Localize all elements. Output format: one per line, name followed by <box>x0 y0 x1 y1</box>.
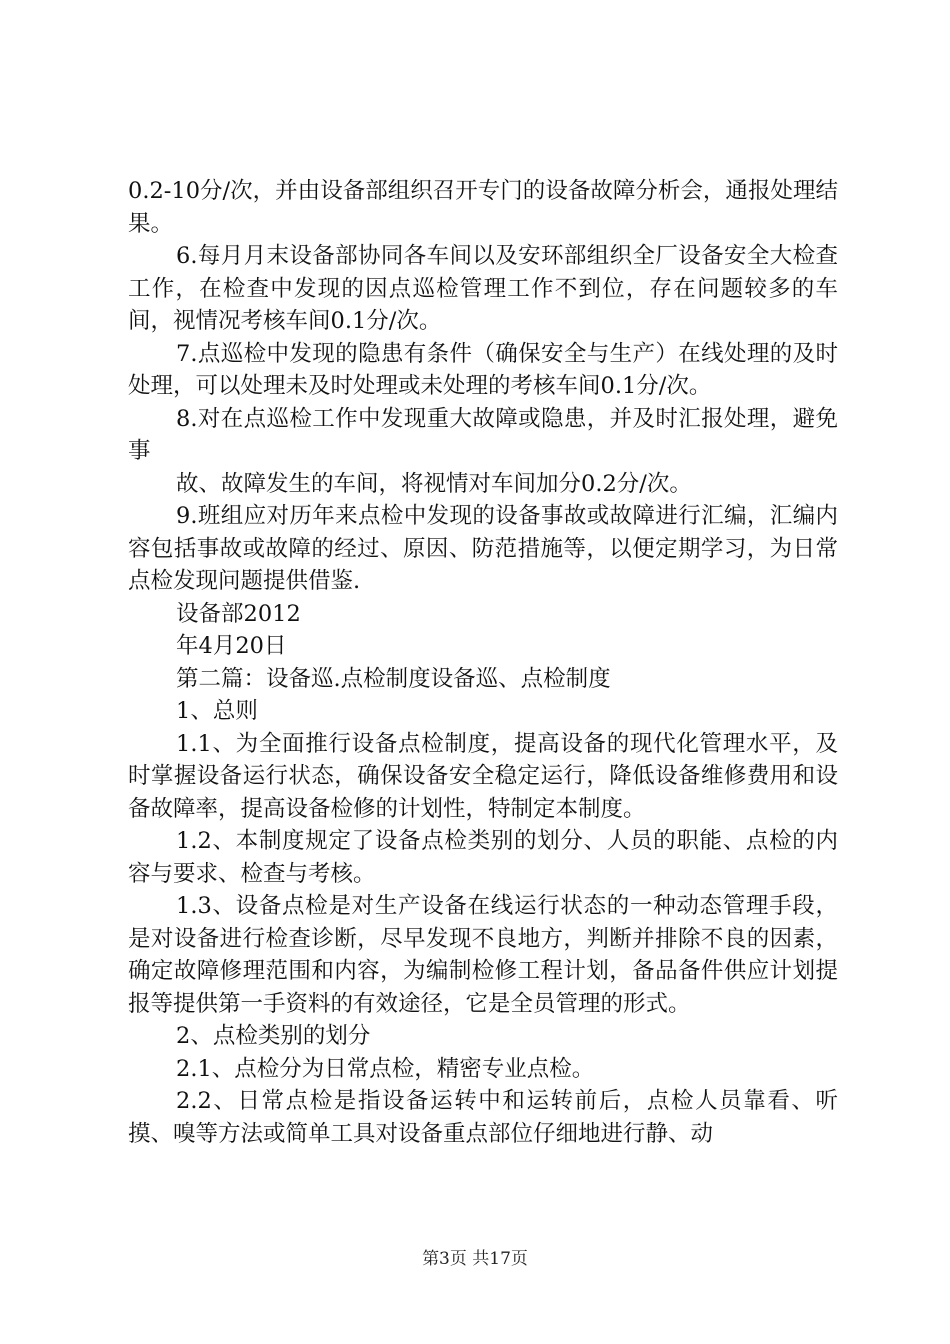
paragraph: 故、故障发生的车间，将视情对车间加分0.2分/次。 <box>176 470 692 497</box>
heading: 2、点检类别的划分 <box>176 1023 371 1049</box>
heading: 1、总则 <box>176 698 258 724</box>
signature-date: 年4月20日 <box>176 633 287 659</box>
paragraph: 1.1、为全面推行设备点检制度，提高设备的现代化管理水平，及时掌握设备运行状态，确保设备安全稳定运行，降低设备维修费用和设备故障率，提高设备检修的计划性，特制定本制度。 <box>128 730 838 822</box>
paragraph: 1.3、设备点检是对生产设备在线运行状态的一种动态管理手段，是对设备进行检查诊断，尽早发现不良地方，判断并排除不良的因素，确定故障修理范围和内容，为编制检修工程计划，备品备件供应计划提报等提供第一手资料的有效途径，它是全员管理的形式。 <box>128 893 838 1017</box>
paragraph: 0.2-10分/次，并由设备部组织召开专门的设备故障分析会，通报处理结果。 <box>128 178 838 237</box>
section-title: 第二篇：设备巡.点检制度设备巡、点检制度 <box>176 665 611 692</box>
paragraph: 6.每月月末设备部协同各车间以及安环部组织全厂设备安全大检查工作，在检查中发现的因点巡检管理工作不到位，存在问题较多的车间，视情况考核车间0.1分/次。 <box>128 243 838 334</box>
document-body <box>128 175 838 1150</box>
page-footer: 第3页 共17页 <box>422 1249 528 1269</box>
paragraph: 2.1、点检分为日常点检，精密专业点检。 <box>176 1055 595 1082</box>
paragraph: 2.2、日常点检是指设备运转中和运转前后，点检人员靠看、听摸、嗅等方法或简单工具对设备重点部位仔细地进行静、动 <box>128 1088 838 1147</box>
paragraph: 8.对在点巡检工作中发现重大故障或隐患，并及时汇报处理，避免事 <box>128 405 838 464</box>
paragraph: 9.班组应对历年来点检中发现的设备事故或故障进行汇编，汇编内容包括事故或故障的经过、原因、防范措施等，以便定期学习，为日常点检发现问题提供借鉴. <box>128 503 838 594</box>
paragraph: 7.点巡检中发现的隐患有条件（确保安全与生产）在线处理的及时处理，可以处理未及时处理或未处理的考核车间0.1分/次。 <box>128 340 838 399</box>
paragraph: 1.2、本制度规定了设备点检类别的划分、人员的职能、点检的内容与要求、检查与考核。 <box>128 828 838 887</box>
signature-department: 设备部2012 <box>176 600 301 627</box>
